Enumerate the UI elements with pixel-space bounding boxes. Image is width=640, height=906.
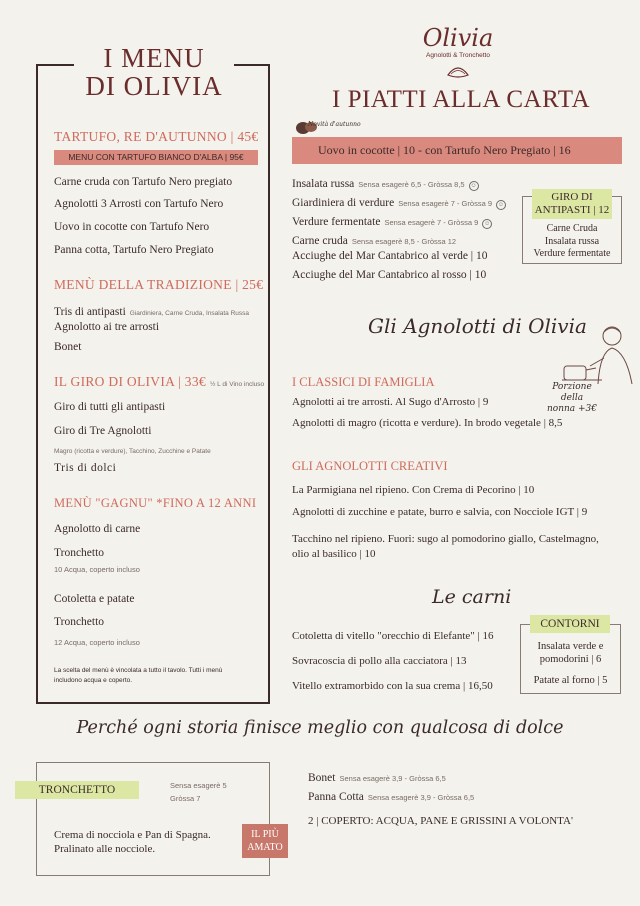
tartufo-heading: TARTUFO, RE D'AUTUNNO | 45€ [54, 129, 259, 144]
footer-line-1: La scelta del menù è vincolata a tutto il tavolo. Tutti i menù [54, 667, 223, 674]
antipasto-detail: Sensa esagerè 6,5 - Gròssa 8,5 [358, 180, 465, 189]
contorni-label: CONTORNI [530, 615, 610, 633]
tronchetto-price-1: Sensa esagerè 5 [170, 781, 227, 790]
carni-title: Le carni [432, 586, 512, 608]
footer-line-2: includono acqua e coperto. [54, 677, 133, 684]
tradizione-item-3: Bonet [54, 341, 82, 353]
dessert-panna [308, 787, 474, 805]
tradizione-heading: MENÙ DELLA TRADIZIONE | 25€ [54, 277, 264, 292]
tronchetto-label: TRONCHETTO [15, 781, 139, 799]
giro-box-item: Insalata russa [544, 235, 600, 247]
tartufo-bianco-bar: MENU CON TARTUFO BIANCO D'ALBA | 95€ [54, 150, 258, 165]
logo [410, 24, 506, 84]
creativi-heading: GLI AGNOLOTTI CREATIVI [292, 459, 448, 473]
tris-label: Tris di antipasti [54, 306, 126, 318]
menu-title [74, 44, 234, 100]
classici-item-2: Agnolotti di magro (ricotta e verdure). In brodo vegetale | 8,5 [292, 417, 563, 429]
contorni-item-1-line2: pomodorini | 6 [539, 654, 602, 665]
antipasto-name: Insalata russa [292, 178, 355, 190]
classici-item-1: Agnolotti ai tre arrosti. Al Sugo d'Arrosto | 9 [292, 396, 489, 408]
tartufo-item-3: Uovo in cocotte con Tartufo Nero [54, 221, 210, 233]
tronchetto-price-2: Gròssa 7 [170, 794, 201, 803]
nonna-illustration [562, 322, 636, 388]
piu-amato-1: IL PIÙ [251, 829, 279, 840]
nonna-note-2: nonna +3€ [546, 404, 598, 414]
antipasto-row-3 [292, 212, 492, 230]
tronchetto-desc-1: Crema di nocciola e Pan di Spagna. [54, 829, 211, 841]
antipasto-row-4 [292, 231, 456, 249]
agnolotto-icon [446, 63, 470, 79]
antipasto-name: Giardiniera di verdure [292, 197, 395, 209]
tradizione-item-2: Agnolotto ai tre arrosti [54, 321, 160, 333]
tradizione-item-1 [54, 302, 249, 320]
giro-agnolotti-note: Magro (ricotta e verdure), Tacchino, Zucchine e Patate [54, 448, 211, 455]
creativi-item-2: Agnolotti di zucchine e patate, burro e salvia, con Nocciole IGT | 9 [292, 506, 588, 518]
dessert-bonet [308, 768, 446, 786]
gagnu-item-4: Tronchetto [54, 616, 105, 628]
carni-item-3: Vitello extramorbido con la sua crema | 16,50 [292, 680, 493, 692]
antipasto-detail: Sensa esagerè 8,5 - Gròssa 12 [351, 237, 457, 246]
giro-heading-row [54, 373, 264, 391]
logo-subtitle: Agnolotti & Tronchetto [426, 52, 490, 59]
contorni-item-2: Patate al forno | 5 [533, 675, 608, 686]
giro-heading: IL GIRO DI OLIVIA | 33€ [54, 374, 206, 389]
carni-item-1: Cotoletta di vitello "orecchio di Elefante" | 16 [292, 630, 494, 642]
tacchino-line-2: olio al basilico | 10 [292, 548, 376, 560]
tronchetto-box [36, 762, 270, 876]
antipasto-name: Verdure fermentate [292, 216, 381, 228]
logo-name: Olivia [422, 24, 494, 52]
uovo-bar: Uovo in cocotte | 10 - con Tartufo Nero Pregiato | 16 [292, 137, 622, 164]
tartufo-item-1: Carne cruda con Tartufo Nero pregiato [54, 176, 233, 188]
dessert-detail: Sensa esagerè 3,9 - Gròssa 6,5 [339, 774, 446, 783]
menu-title-line1: I MENU [103, 43, 205, 73]
antipasto-row-1 [292, 174, 479, 192]
dessert-name: Bonet [308, 772, 336, 784]
giro-box-item: Carne Cruda [546, 223, 598, 234]
giro-box-title-2: ANTIPASTI | 12 [534, 204, 610, 216]
dessert-detail: Sensa esagerè 3,9 - Gròssa 6,5 [367, 793, 475, 802]
giro-heading-note: ½ L di Vino incluso [209, 381, 265, 388]
contorni-item-1-line1: Insalata verde e [537, 641, 604, 652]
agnolotti-title: Gli Agnolotti di Olivia [368, 314, 587, 338]
coperto-note: 2 | COPERTO: ACQUA, PANE E GRISSINI A VOLONTA' [308, 815, 573, 827]
gagnu-item-2: Tronchetto [54, 547, 105, 559]
gagnu-item-1: Agnolotto di carne [54, 523, 141, 535]
carta-title: I PIATTI ALLA CARTA [332, 86, 591, 113]
left-footer [54, 667, 264, 684]
gagnu-heading: MENÙ "GAGNU" *FINO A 12 ANNI [54, 496, 257, 510]
giro-item-1: Giro di tutti gli antipasti [54, 401, 166, 413]
smile-icon: ☺ [497, 202, 505, 208]
antipasto-detail: Sensa esagerè 7 - Gròssa 9 [384, 218, 479, 227]
tartufo-item-2: Agnolotti 3 Arrosti con Tartufo Nero [54, 198, 224, 210]
tacchino-line-1: Tacchino nel ripieno. Fuori: sugo al pomodorino giallo, Castelmagno, [292, 533, 599, 545]
giro-antipasti-label [532, 189, 612, 219]
gagnu-note-1: 10 Acqua, coperto incluso [54, 565, 140, 574]
classici-heading: I CLASSICI DI FAMIGLIA [292, 375, 435, 389]
gagnu-note-2: 12 Acqua, coperto incluso [54, 638, 140, 647]
dessert-name: Panna Cotta [308, 791, 364, 803]
contorni-item-1 [520, 640, 621, 666]
tronchetto-desc-2: Pralinato alle nocciole. [54, 843, 156, 855]
antipasto-row-2 [292, 193, 506, 211]
giro-item-3: Tris di dolci [54, 462, 117, 474]
menu-title-line2: DI OLIVIA [85, 71, 223, 101]
tronchetto-desc [54, 828, 211, 856]
giro-box-item: Verdure fermentate [533, 248, 611, 259]
smile-icon: ☺ [470, 183, 477, 189]
piu-amato-2: AMATO [247, 842, 283, 853]
dessert-title: Perché ogni storia finisce meglio con qualcosa di dolce [76, 718, 564, 738]
novita-label: Novità d'autunno [308, 121, 361, 128]
carni-item-2: Sovracoscia di pollo alla cacciatora | 13 [292, 655, 467, 667]
tris-note: Giardiniera, Carne Cruda, Insalata Russa [129, 310, 250, 317]
nonna-note [540, 382, 604, 415]
antipasto-row-6: Acciughe del Mar Cantabrico al rosso | 10 [292, 269, 487, 281]
tartufo-item-4: Panna cotta, Tartufo Nero Pregiato [54, 244, 214, 256]
nonna-note-1: Porzione della [552, 382, 592, 403]
antipasto-name: Carne cruda [292, 235, 348, 247]
tacchino-item [292, 532, 599, 562]
piu-amato-badge [242, 824, 288, 858]
giro-box-title-1: GIRO DI [551, 191, 593, 203]
creativi-item-1: La Parmigiana nel ripieno. Con Crema di Pecorino | 10 [292, 484, 535, 496]
giro-item-2: Giro di Tre Agnolotti [54, 425, 152, 437]
smile-icon: ☺ [484, 221, 491, 227]
antipasto-detail: Sensa esagerè 7 - Gròssa 9 [398, 199, 492, 208]
antipasto-row-5: Acciughe del Mar Cantabrico al verde | 10 [292, 250, 488, 262]
gagnu-item-3: Cotoletta e patate [54, 593, 135, 605]
giro-box-items [522, 223, 622, 261]
